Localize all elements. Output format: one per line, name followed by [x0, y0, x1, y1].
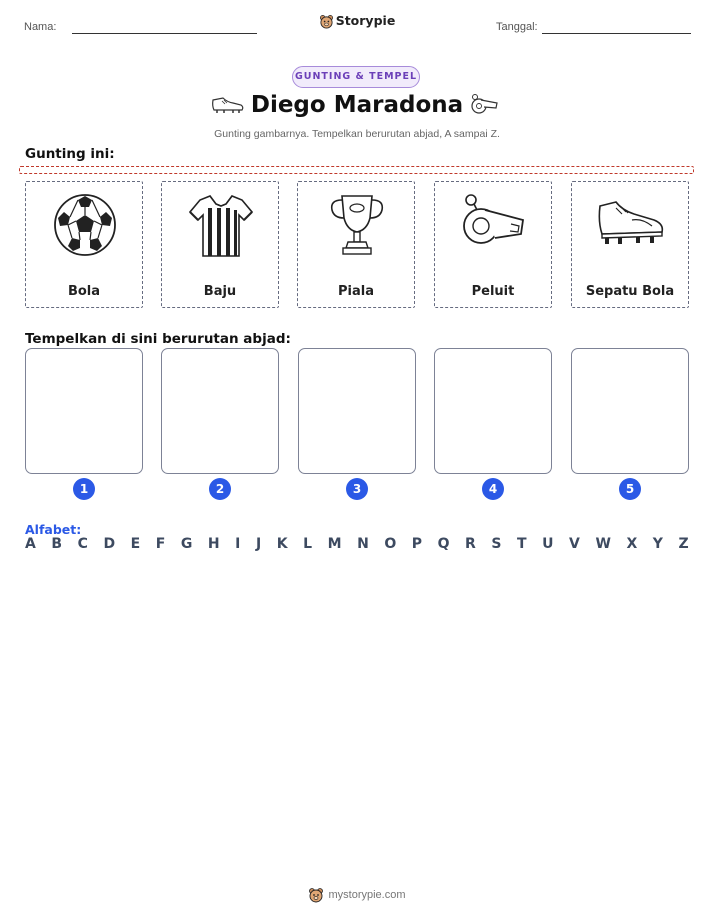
alphabet-letter: Y	[652, 536, 663, 552]
card-label: Peluit	[471, 284, 515, 299]
name-label: Nama:	[24, 21, 57, 33]
paste-slot-5[interactable]	[571, 348, 689, 474]
alphabet-letter: G	[180, 536, 193, 552]
alphabet-letter: Q	[437, 536, 450, 552]
alphabet-letter: O	[384, 536, 397, 552]
alphabet-letter: S	[491, 536, 502, 552]
cut-card-bola[interactable]	[25, 181, 143, 308]
alphabet-letter: M	[327, 536, 342, 552]
paste-slot-1[interactable]	[25, 348, 143, 474]
alphabet-letter: P	[411, 536, 423, 552]
alphabet-letter: F	[155, 536, 166, 552]
slot-number-badge: 3	[346, 478, 368, 500]
alphabet-letter: K	[276, 536, 288, 552]
alphabet-letter: T	[517, 536, 527, 552]
alphabet-letter: W	[595, 536, 611, 552]
alphabet-letter: Z	[678, 536, 689, 552]
cut-card-piala[interactable]	[297, 181, 415, 308]
instructions: Gunting gambarnya. Tempelkan berurutan abjad, A sampai Z.	[214, 128, 500, 140]
alphabet-letter: R	[465, 536, 476, 552]
footer	[0, 887, 714, 903]
alphabet-letter: L	[303, 536, 313, 552]
cut-line	[19, 166, 694, 174]
cut-card-sepatu-bola[interactable]	[571, 181, 689, 308]
alphabet-letter: N	[357, 536, 369, 552]
card-label: Bola	[67, 284, 101, 299]
paste-slot-2[interactable]	[161, 348, 279, 474]
alphabet-label: Alfabet:	[25, 522, 82, 537]
whistle-icon	[469, 92, 501, 116]
slot-number-badge: 1	[73, 478, 95, 500]
alphabet-letter: X	[626, 536, 638, 552]
alphabet-letter: B	[51, 536, 63, 552]
storypie-bear-icon	[308, 887, 324, 903]
alphabet-letter: D	[103, 536, 116, 552]
page-title: Diego Maradona	[250, 92, 464, 118]
jersey-icon	[186, 190, 256, 260]
soccer-ball-icon	[50, 190, 120, 260]
alphabet-letter: V	[569, 536, 580, 552]
paste-slot-4[interactable]	[434, 348, 552, 474]
cut-card-baju[interactable]	[161, 181, 279, 308]
alphabet-letter: H	[207, 536, 220, 552]
cut-card-peluit[interactable]	[434, 181, 552, 308]
slot-number-badge: 5	[619, 478, 641, 500]
storypie-bear-icon	[319, 14, 334, 29]
alphabet-letter: A	[25, 536, 36, 552]
card-label: Sepatu Bola	[585, 284, 675, 299]
brand-logo	[0, 13, 714, 29]
footer-url[interactable]: mystorypie.com	[328, 888, 406, 901]
football-boot-icon	[596, 190, 666, 260]
date-line[interactable]	[542, 33, 691, 34]
alphabet-letter: C	[77, 536, 88, 552]
slot-number-badge: 4	[482, 478, 504, 500]
card-label: Piala	[338, 284, 374, 299]
brand-name: Storypie	[335, 13, 396, 28]
card-label: Baju	[203, 284, 237, 299]
name-line[interactable]	[72, 33, 257, 34]
trophy-icon	[322, 190, 392, 260]
activity-badge: GUNTING & TEMPEL	[292, 66, 420, 88]
date-label: Tanggal:	[496, 21, 538, 33]
alphabet-letter: U	[542, 536, 554, 552]
paste-section-heading: Tempelkan di sini berurutan abjad:	[25, 331, 291, 347]
alphabet-row	[25, 536, 689, 552]
alphabet-letter: J	[255, 536, 262, 552]
alphabet-letter: I	[235, 536, 241, 552]
paste-slot-3[interactable]	[298, 348, 416, 474]
cut-section-heading: Gunting ini:	[25, 146, 115, 162]
whistle-icon	[459, 190, 529, 260]
alphabet-letter: E	[130, 536, 141, 552]
slot-number-badge: 2	[209, 478, 231, 500]
